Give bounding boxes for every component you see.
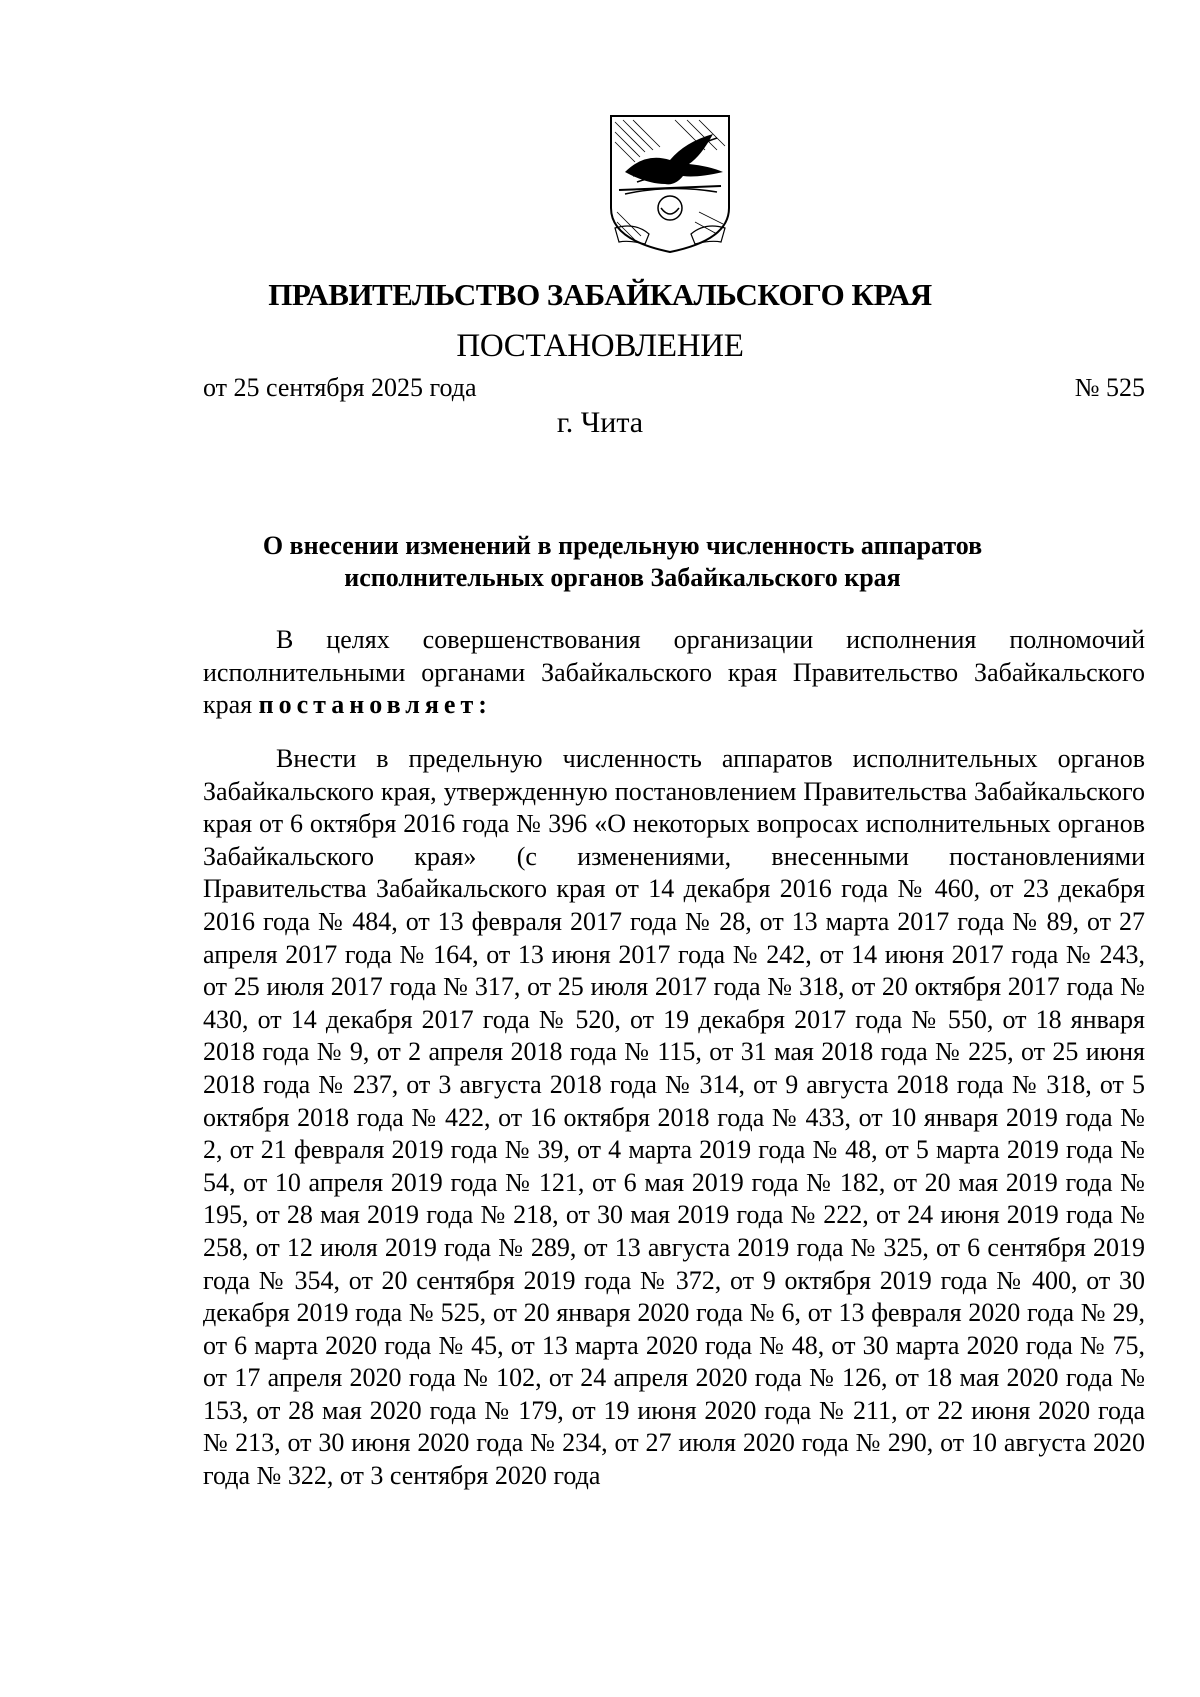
- intro-text: В целях совершенствования организации исполнения полномочий исполнительными органами Забайкальского края Правительство Забайкальского края: [203, 625, 1145, 720]
- main-paragraph: Внести в предельную численность аппаратов исполнительных органов Забайкальского края, утвержденную постановлением Правительства Забайкальского края от 6 октября 2016 года № 396 «О некоторых вопросах исполнительных органов Забайкальского края» (с изменениями, внесенными постановлениями Правительства Забайкальского края от 14 декабря 2016 года № 460, от 23 декабря 2016 года № 484, от 13 февраля 2017 года № 28, от 13 марта 2017 года № 89, от 27 апреля 2017 года № 164, от 13 июня 2017 года № 242, от 14 июня 2017 года № 243, от 25 июля 2017 года № 317, от 25 июля 2017 года № 318, от 20 октября 2017 года № 430, от 14 декабря 2017 года № 520, от 19 декабря 2017 года № 550, от 18 января 2018 года № 9, от 2 апреля 2018 года № 115, от 31 мая 2018 года № 225, от 25 июня 2018 года № 237, от 3 августа 2018 года № 314, от 9 августа 2018 года № 318, от 5 октября 2018 года № 422, от 16 октября 2018 года № 433, от 10 января 2019 года № 2, от 21 февраля 2019 года № 39, от 4 марта 2019 года № 48, от 5 марта 2019 года № 54, от 10 апреля 2019 года № 121, от 6 мая 2019 года № 182, от 20 мая 2019 года № 195, от 28 мая 2019 года № 218, от 30 мая 2019 года № 222, от 24 июня 2019 года № 258, от 12 июля 2019 года № 289, от 13 августа 2019 года № 325, от 6 сентября 2019 года № 354, от 20 сентября 2019 года № 372, от 9 октября 2019 года № 400, от 30 декабря 2019 года № 525, от 20 января 2020 года № 6, от 13 февраля 2020 года № 29, от 6 марта 2020 года № 45, от 13 марта 2020 года № 48, от 30 марта 2020 года № 75, от 17 апреля 2020 года № 102, от 24 апреля 2020 года № 126, от 18 мая 2020 года № 153, от 28 мая 2020 года № 179, от 19 июня 2020 года № 211, от 22 июня 2020 года № 213, от 30 июня 2020 года № 234, от 27 июля 2020 года № 290, от 10 августа 2020 года № 322, от 3 сентября 2020 года: [203, 744, 1145, 1491]
- document-date: от 25 сентября 2025 года: [203, 373, 477, 402]
- subject-line-2: исполнительных органов Забайкальского края: [344, 563, 901, 592]
- resolution-keyword: постановляет:: [258, 690, 492, 720]
- document-type: ПОСТАНОВЛЕНИЕ: [456, 328, 744, 364]
- document-subject: [230, 530, 1015, 594]
- government-title: ПРАВИТЕЛЬСТВО ЗАБАЙКАЛЬСКОГО КРАЯ: [268, 277, 932, 312]
- coat-of-arms-icon: [605, 112, 735, 260]
- document-city: г. Чита: [556, 406, 644, 439]
- intro-paragraph: [203, 624, 1145, 722]
- subject-line-1: О внесении изменений в предельную численность аппаратов: [262, 531, 983, 560]
- document-number: № 525: [1074, 373, 1145, 402]
